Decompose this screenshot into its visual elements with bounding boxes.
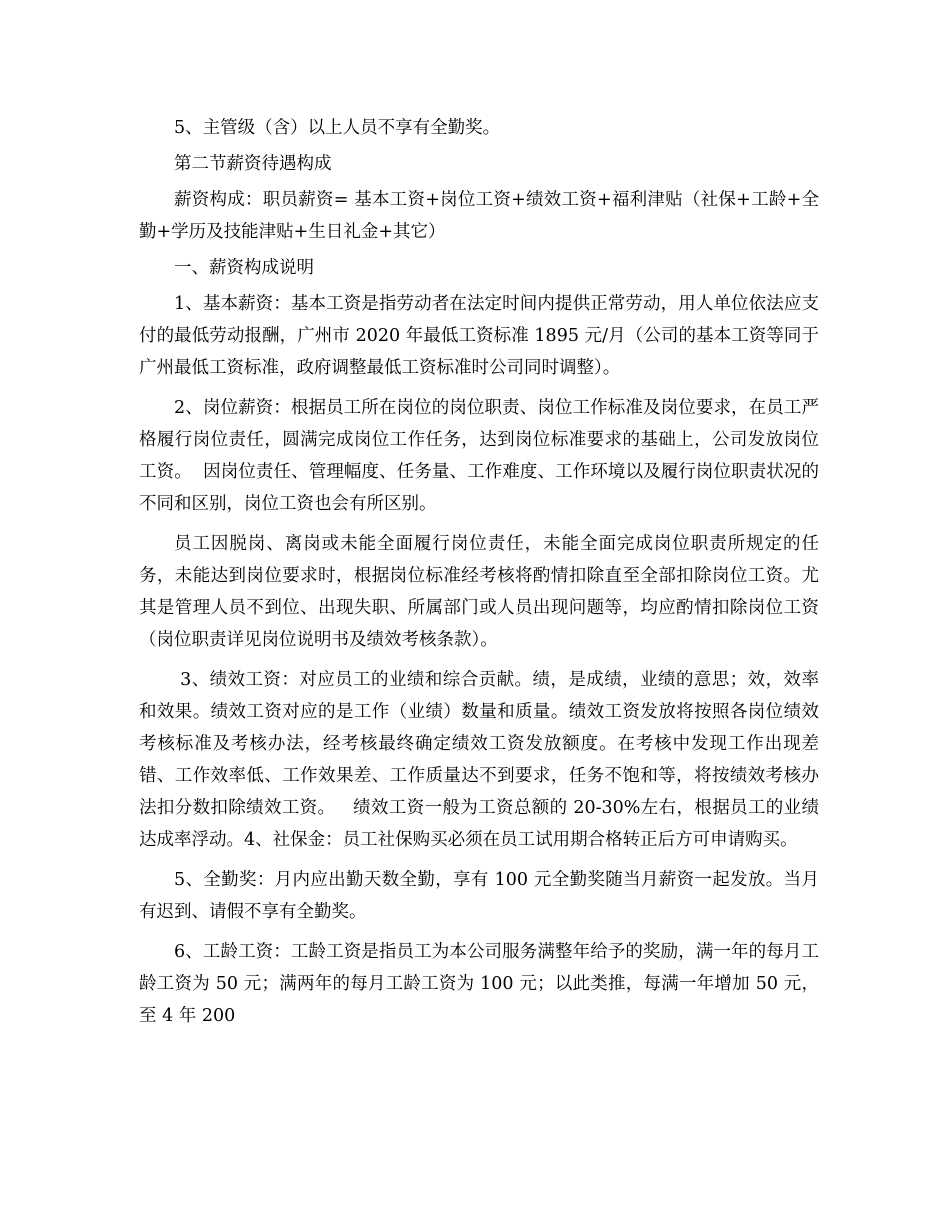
paragraph-attendance-note: 5、主管级（含）以上人员不享有全勤奖。 (174, 118, 501, 138)
section-heading-salary-composition: 第二节薪资待遇构成 (174, 154, 332, 174)
paragraph-salary-formula: 薪资构成：职员薪资= 基本工资+岗位工资+绩效工资+福利津贴（社保+工龄+全勤+学历及技能津贴+生日礼金+其它） (139, 190, 819, 242)
paragraph-seniority-pay: 6、工龄工资：工龄工资是指员工为本公司服务满整年给予的奖励，满一年的每月工龄工资为 50 元；满两年的每月工龄工资为 100 元；以此类推，每满一年增加 50 元，至 4 年 200 (139, 942, 819, 1026)
document-body (139, 112, 819, 1032)
paragraph-position-deduction: 员工因脱岗、离岗或未能全面履行岗位责任，未能全面完成岗位职责所规定的任务，未能达到岗位要求时，根据岗位标准经考核将酌情扣除直至全部扣除岗位工资。尤其是管理人员不到位、出现失职、所属部门或人员出现问题等，均应酌情扣除岗位工资（岗位职责详见岗位说明书及绩效考核条款）。 (139, 534, 819, 650)
paragraph-full-attendance-bonus: 5、全勤奖：月内应出勤天数全勤，享有 100 元全勤奖随当月薪资一起发放。当月有迟到、请假不享有全勤奖。 (139, 870, 819, 922)
paragraph-position-salary: 2、岗位薪资：根据员工所在岗位的岗位职责、岗位工作标准及岗位要求，在员工严格履行岗位责任，圆满完成岗位工作任务，达到岗位标准要求的基础上，公司发放岗位工资。 因岗位责任、管理幅度、任务量、工作难度、工作环境以及履行岗位职责状况的不同和区别，岗位工资也会有所区别。 (139, 398, 819, 514)
subheading-salary-explanation: 一、薪资构成说明 (174, 258, 314, 278)
paragraph-performance-salary: 3、绩效工资：对应员工的业绩和综合贡献。绩，是成绩，业绩的意思；效，效率和效果。绩效工资对应的是工作（业绩）数量和质量。绩效工资发放将按照各岗位绩效考核标准及考核办法，经考核最终确定绩效工资发放额度。在考核中发现工作出现差错、工作效率低、工作效果差、工作质量达不到要求，任务不饱和等，将按绩效考核办法扣分数扣除绩效工资。 绩效工资一般为工资总额的 20-30%左右，根据员工的业绩达成率浮动。4、社保金：员工社保购买必须在员工试用期合格转正后方可申请购买。 (139, 670, 819, 850)
paragraph-basic-salary: 1、基本薪资：基本工资是指劳动者在法定时间内提供正常劳动，用人单位依法应支付的最低劳动报酬，广州市 2020 年最低工资标准 1895 元/月（公司的基本工资等同于广州最低工资标准，政府调整最低工资标准时公司同时调整）。 (139, 294, 819, 378)
